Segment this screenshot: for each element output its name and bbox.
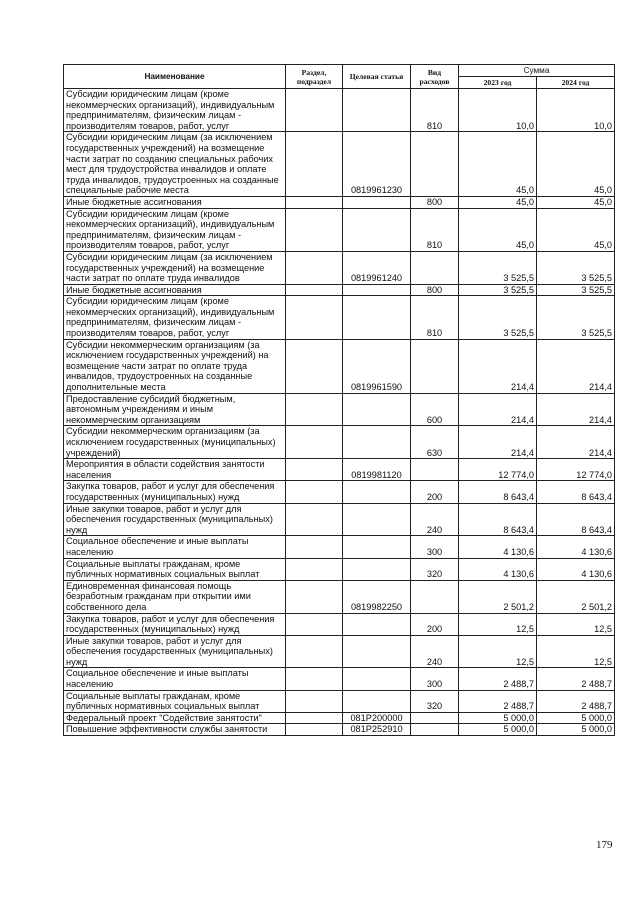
row-name: Субсидии некоммерческим организациям (за исключением государственных учреждений) на возмещение части затрат по оплате труда инвалидов, трудоустроенных на созданные дополнительные места	[64, 339, 286, 393]
row-expense-type	[411, 132, 459, 197]
row-expense-type: 600	[411, 393, 459, 426]
row-name: Социальные выплаты гражданам, кроме публичных нормативных социальных выплат	[64, 558, 286, 580]
row-expense-type: 800	[411, 284, 459, 296]
row-sum-2023: 12 774,0	[459, 459, 537, 481]
row-sum-2023: 45,0	[459, 208, 537, 251]
row-name: Мероприятия в области содействия занятости населения	[64, 459, 286, 481]
row-expense-type	[411, 251, 459, 284]
row-section	[286, 712, 343, 724]
table-row	[64, 668, 615, 690]
row-section	[286, 558, 343, 580]
row-section	[286, 393, 343, 426]
row-expense-type: 800	[411, 196, 459, 208]
row-section	[286, 426, 343, 459]
row-section	[286, 724, 343, 736]
row-expense-type: 240	[411, 635, 459, 668]
row-target	[343, 536, 411, 558]
row-name: Субсидии юридическим лицам (кроме некоммерческих организаций), индивидуальным предпринимателям, физическим лицам - производителям товаров, работ, услуг	[64, 208, 286, 251]
budget-table	[63, 64, 615, 736]
row-expense-type: 300	[411, 668, 459, 690]
row-sum-2024: 214,4	[537, 339, 615, 393]
row-name: Повышение эффективности службы занятости	[64, 724, 286, 736]
row-expense-type: 810	[411, 89, 459, 132]
row-name: Социальное обеспечение и иные выплаты населению	[64, 668, 286, 690]
row-section	[286, 208, 343, 251]
row-name: Закупка товаров, работ и услуг для обеспечения государственных (муниципальных) нужд	[64, 481, 286, 503]
row-expense-type	[411, 459, 459, 481]
row-expense-type	[411, 339, 459, 393]
row-expense-type: 240	[411, 503, 459, 536]
row-sum-2024: 45,0	[537, 196, 615, 208]
table-row	[64, 558, 615, 580]
row-section	[286, 668, 343, 690]
row-expense-type	[411, 712, 459, 724]
budget-document	[63, 64, 614, 736]
row-section	[286, 635, 343, 668]
row-target	[343, 503, 411, 536]
row-sum-2024: 12 774,0	[537, 459, 615, 481]
row-target: 0819961230	[343, 132, 411, 197]
table-row	[64, 251, 615, 284]
table-row	[64, 339, 615, 393]
row-sum-2024: 8 643,4	[537, 481, 615, 503]
row-name: Субсидии юридическим лицам (за исключением государственных учреждений) на возмещение части затрат по оплате труда инвалидов	[64, 251, 286, 284]
table-row	[64, 613, 615, 635]
row-sum-2023: 214,4	[459, 339, 537, 393]
row-sum-2024: 45,0	[537, 208, 615, 251]
row-sum-2023: 5 000,0	[459, 724, 537, 736]
row-sum-2023: 8 643,4	[459, 503, 537, 536]
row-sum-2023: 2 501,2	[459, 580, 537, 613]
table-row	[64, 481, 615, 503]
table-row	[64, 89, 615, 132]
row-sum-2024: 3 525,5	[537, 296, 615, 339]
row-section	[286, 580, 343, 613]
row-name: Субсидии некоммерческим организациям (за исключением государственных (муниципальных) учреждений)	[64, 426, 286, 459]
row-sum-2023: 12,5	[459, 613, 537, 635]
row-expense-type: 320	[411, 558, 459, 580]
row-sum-2024: 2 501,2	[537, 580, 615, 613]
row-sum-2024: 8 643,4	[537, 503, 615, 536]
table-row	[64, 536, 615, 558]
header-name: Наименование	[64, 65, 286, 89]
row-sum-2023: 10,0	[459, 89, 537, 132]
row-sum-2023: 3 525,5	[459, 284, 537, 296]
row-name: Иные закупки товаров, работ и услуг для обеспечения государственных (муниципальных) нужд	[64, 503, 286, 536]
row-name: Субсидии юридическим лицам (за исключением государственных учреждений) на возмещение части затрат по созданию специальных рабочих мест для трудоустройства инвалидов и оплате труда инвалидов, трудоустроенных на созданные специальные рабочие места	[64, 132, 286, 197]
row-section	[286, 481, 343, 503]
header-sum: Сумма	[459, 65, 615, 77]
table-row	[64, 690, 615, 712]
row-sum-2024: 3 525,5	[537, 284, 615, 296]
row-name: Закупка товаров, работ и услуг для обеспечения государственных (муниципальных) нужд	[64, 613, 286, 635]
row-expense-type: 630	[411, 426, 459, 459]
row-sum-2023: 45,0	[459, 132, 537, 197]
table-row	[64, 712, 615, 724]
row-name: Иные закупки товаров, работ и услуг для обеспечения государственных (муниципальных) нужд	[64, 635, 286, 668]
row-target	[343, 393, 411, 426]
row-name: Предоставление субсидий бюджетным, автономным учреждениям и иным некоммерческим организациям	[64, 393, 286, 426]
header-year-2023: 2023 год	[459, 77, 537, 89]
header-expense-type: Вид расходов	[411, 65, 459, 89]
row-target	[343, 635, 411, 668]
row-section	[286, 459, 343, 481]
row-sum-2023: 214,4	[459, 426, 537, 459]
row-sum-2023: 8 643,4	[459, 481, 537, 503]
row-name: Социальное обеспечение и иные выплаты населению	[64, 536, 286, 558]
table-row	[64, 580, 615, 613]
row-sum-2024: 10,0	[537, 89, 615, 132]
row-expense-type	[411, 724, 459, 736]
row-target	[343, 668, 411, 690]
row-target	[343, 558, 411, 580]
row-name: Субсидии юридическим лицам (кроме некоммерческих организаций), индивидуальным предпринимателям, физическим лицам - производителям товаров, работ, услуг	[64, 89, 286, 132]
row-section	[286, 296, 343, 339]
page-number: 179	[596, 839, 613, 851]
row-sum-2023: 2 488,7	[459, 668, 537, 690]
table-header	[64, 65, 615, 89]
row-sum-2024: 3 525,5	[537, 251, 615, 284]
row-expense-type: 200	[411, 613, 459, 635]
header-year-2024: 2024 год	[537, 77, 615, 89]
row-sum-2023: 12,5	[459, 635, 537, 668]
row-section	[286, 196, 343, 208]
row-target	[343, 426, 411, 459]
row-sum-2024: 214,4	[537, 426, 615, 459]
row-target: 0819981120	[343, 459, 411, 481]
row-target: 0819982250	[343, 580, 411, 613]
table-row	[64, 196, 615, 208]
row-sum-2023: 45,0	[459, 196, 537, 208]
table-row	[64, 132, 615, 197]
row-target	[343, 481, 411, 503]
table-row	[64, 208, 615, 251]
row-target: 0819961240	[343, 251, 411, 284]
row-sum-2024: 214,4	[537, 393, 615, 426]
row-sum-2024: 4 130,6	[537, 536, 615, 558]
row-section	[286, 339, 343, 393]
row-sum-2023: 5 000,0	[459, 712, 537, 724]
table-row	[64, 426, 615, 459]
header-section: Раздел, подраздел	[286, 65, 343, 89]
row-expense-type: 320	[411, 690, 459, 712]
table-row	[64, 459, 615, 481]
row-sum-2023: 2 488,7	[459, 690, 537, 712]
row-sum-2024: 2 488,7	[537, 690, 615, 712]
row-sum-2024: 5 000,0	[537, 712, 615, 724]
row-section	[286, 251, 343, 284]
table-row	[64, 635, 615, 668]
row-target: 081Р200000	[343, 712, 411, 724]
row-name: Субсидии юридическим лицам (кроме некоммерческих организаций), индивидуальным предпринимателям, физическим лицам - производителям товаров, работ, услуг	[64, 296, 286, 339]
row-target: 081Р252910	[343, 724, 411, 736]
row-name: Социальные выплаты гражданам, кроме публичных нормативных социальных выплат	[64, 690, 286, 712]
row-expense-type: 300	[411, 536, 459, 558]
table-row	[64, 393, 615, 426]
row-sum-2024: 12,5	[537, 613, 615, 635]
row-expense-type: 810	[411, 208, 459, 251]
row-sum-2024: 12,5	[537, 635, 615, 668]
row-name: Иные бюджетные ассигнования	[64, 196, 286, 208]
row-sum-2023: 3 525,5	[459, 251, 537, 284]
table-row	[64, 503, 615, 536]
header-target: Целевая статья	[343, 65, 411, 89]
table-row	[64, 724, 615, 736]
table-body	[64, 89, 615, 736]
row-sum-2024: 2 488,7	[537, 668, 615, 690]
table-row	[64, 284, 615, 296]
row-target	[343, 89, 411, 132]
row-name: Иные бюджетные ассигнования	[64, 284, 286, 296]
row-target	[343, 296, 411, 339]
row-sum-2024: 45,0	[537, 132, 615, 197]
row-section	[286, 613, 343, 635]
row-target	[343, 613, 411, 635]
row-name: Федеральный проект "Содействие занятости"	[64, 712, 286, 724]
row-target	[343, 208, 411, 251]
row-section	[286, 132, 343, 197]
row-section	[286, 690, 343, 712]
row-expense-type: 810	[411, 296, 459, 339]
row-section	[286, 284, 343, 296]
table-row	[64, 296, 615, 339]
row-expense-type	[411, 580, 459, 613]
row-section	[286, 89, 343, 132]
row-target: 0819961590	[343, 339, 411, 393]
row-target	[343, 284, 411, 296]
row-name: Единовременная финансовая помощь безработным гражданам при открытии ими собственного дела	[64, 580, 286, 613]
row-expense-type: 200	[411, 481, 459, 503]
row-target	[343, 196, 411, 208]
row-sum-2024: 5 000,0	[537, 724, 615, 736]
row-section	[286, 503, 343, 536]
row-sum-2023: 4 130,6	[459, 558, 537, 580]
row-sum-2023: 3 525,5	[459, 296, 537, 339]
row-section	[286, 536, 343, 558]
row-target	[343, 690, 411, 712]
row-sum-2024: 4 130,6	[537, 558, 615, 580]
row-sum-2023: 214,4	[459, 393, 537, 426]
row-sum-2023: 4 130,6	[459, 536, 537, 558]
